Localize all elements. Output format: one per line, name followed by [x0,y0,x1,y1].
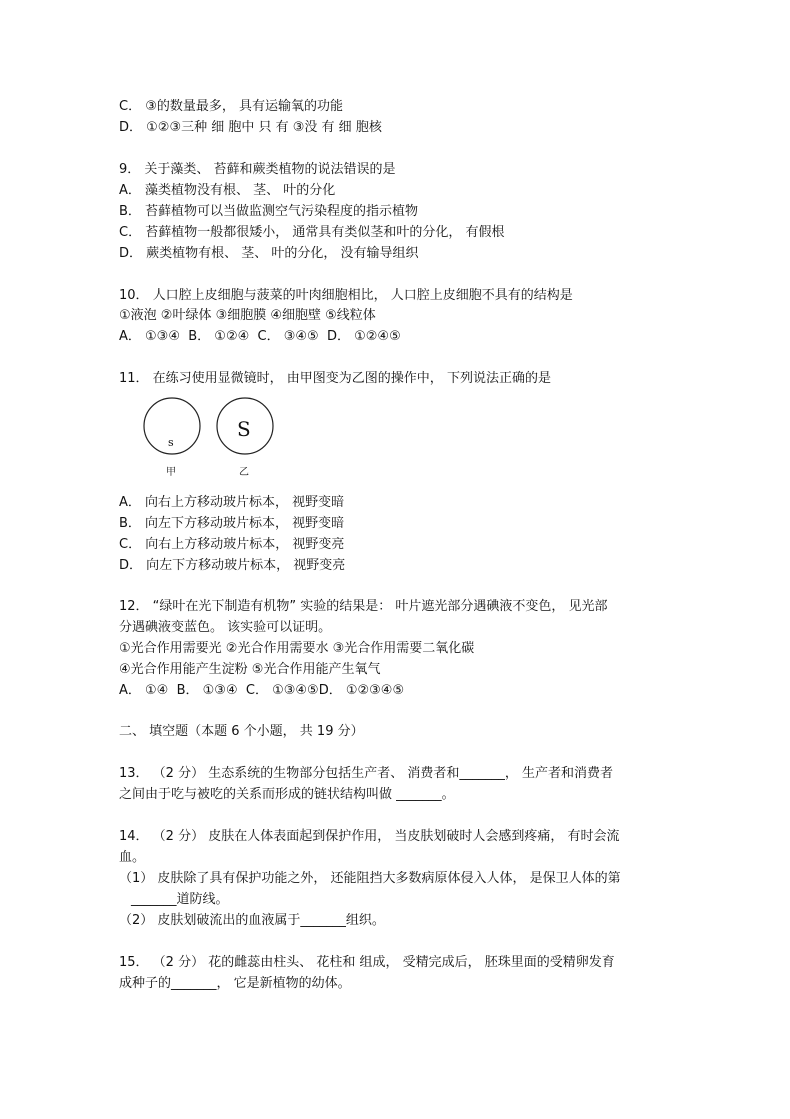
left-view-letter: s [168,436,174,449]
q14-sub1-line2: _______道防线。 [131,892,229,907]
q13-line2: 之间由于吃与被吃的关系而形成的链状结构叫做 _______。 [119,787,455,802]
q9-option-a: A． 藻类植物没有根、 茎、 叶的分化 [119,183,336,198]
q9-option-c: C． 苔藓植物一般都很矮小， 通常具有类似茎和叶的分化， 有假根 [119,225,505,240]
microscope-view-figure [140,396,290,480]
q9-stem: 9． 关于藻类、 苔藓和蕨类植物的说法错误的是 [119,162,396,177]
q14-sub1-line1: （1） 皮肤除了具有保护功能之外， 还能阻挡大多数病原体侵入人体， 是保卫人体的第 [119,871,621,886]
q10-stem: 10． 人口腔上皮细胞与菠菜的叶肉细胞相比， 人口腔上皮细胞不具有的结构是 [119,288,573,303]
q8-option-d: D． ①②③三种 细 胞中 只 有 ③没 有 细 胞核 [119,120,382,135]
q11-option-a: A． 向右上方移动玻片标本， 视野变暗 [119,495,345,510]
left-caption: 甲 [166,467,176,478]
q15-line1: 15． （2 分） 花的雌蕊由柱头、 花柱和 组成， 受精完成后， 胚珠里面的受精卵发育 [119,955,615,970]
q12-stem-line1: 12． “绿叶在光下制造有机物” 实验的结果是： 叶片遮光部分遇碘液不变色， 见光部 [119,599,608,614]
right-caption: 乙 [239,467,249,478]
q11-option-c: C． 向右上方移动玻片标本， 视野变亮 [119,537,345,552]
q9-option-d: D． 蕨类植物有根、 茎、 叶的分化， 没有输导组织 [119,246,419,261]
q12-options: A． ①④ B． ①③④ C． ①③④⑤D． ①②③④⑤ [119,683,405,698]
right-view-letter: S [237,417,251,441]
q12-items-line1: ①光合作用需要光 ②光合作用需要水 ③光合作用需要二氧化碳 [119,641,475,656]
q10-items: ①液泡 ②叶绿体 ③细胞膜 ④细胞壁 ⑤线粒体 [119,308,376,323]
q14-sub2: （2） 皮肤划破流出的血液属于_______组织。 [119,913,385,928]
section-title: 二、 填空题（本题 6 个小题， 共 19 分） [119,724,364,739]
q12-items-line2: ④光合作用能产生淀粉 ⑤光合作用能产生氧气 [119,662,381,677]
q11-stem: 11． 在练习使用显微镜时， 由甲图变为乙图的操作中， 下列说法正确的是 [119,371,551,386]
q11-option-d: D． 向左下方移动玻片标本， 视野变亮 [119,558,346,573]
q9-option-b: B． 苔藓植物可以当做监测空气污染程度的指示植物 [119,204,419,219]
q10-options: A． ①③④ B． ①②④ C． ③④⑤ D． ①②④⑤ [119,329,401,344]
q15-line2: 成种子的_______， 它是新植物的幼体。 [119,976,351,991]
q14-line1: 14． （2 分） 皮肤在人体表面起到保护作用， 当皮肤划破时人会感到疼痛， 有时会流 [119,829,620,844]
q8-option-c: C． ③的数量最多， 具有运输氧的功能 [119,99,343,114]
q11-option-b: B． 向左下方移动玻片标本， 视野变暗 [119,516,345,531]
q14-line2: 血。 [119,850,146,865]
q12-stem-line2: 分遇碘液变蓝色。 该实验可以证明。 [119,620,332,635]
q13-line1: 13． （2 分） 生态系统的生物部分包括生产者、 消费者和_______， 生产者和消费者 [119,766,613,781]
